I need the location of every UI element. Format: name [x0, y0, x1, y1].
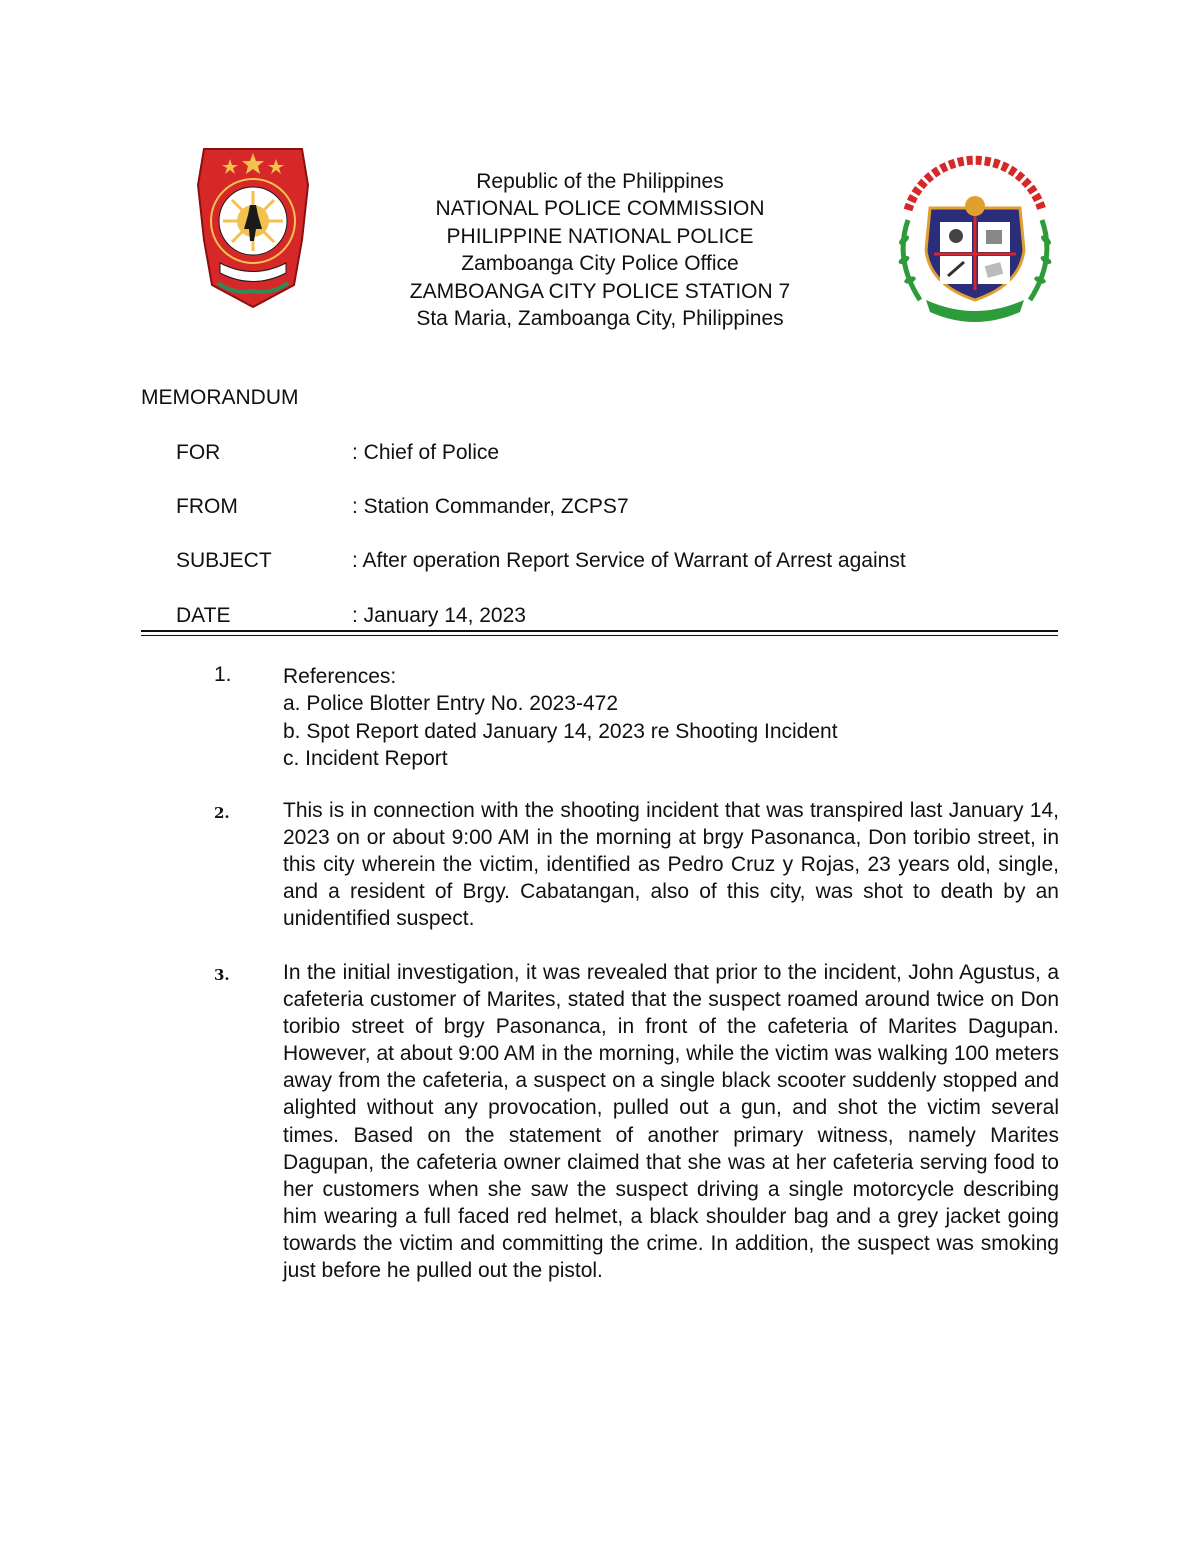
letterhead-line-pnp: PHILIPPINE NATIONAL POLICE: [446, 224, 754, 248]
letterhead-line-napolcom: NATIONAL POLICE COMMISSION: [435, 197, 765, 221]
criminal-justice-seal-icon: [890, 150, 1060, 332]
letterhead-line-city-office: Zamboanga City Police Office: [461, 252, 739, 276]
pnp-seal-icon: [190, 145, 316, 310]
letterhead: [350, 168, 850, 332]
reference-item: b. Spot Report dated January 14, 2023 re Shooting Incident: [283, 719, 838, 743]
references-title: References:: [283, 665, 397, 688]
memo-field-value: : Station Commander, ZCPS7: [352, 495, 629, 518]
references-block: [283, 663, 838, 772]
header-divider-thick: [141, 630, 1058, 632]
memo-field-label: FROM: [176, 495, 238, 518]
letterhead-line-address: Sta Maria, Zamboanga City, Philippines: [416, 307, 784, 331]
header-divider-thin: [141, 635, 1058, 636]
reference-item: a. Police Blotter Entry No. 2023-472: [283, 692, 619, 716]
memo-field-value: : January 14, 2023: [352, 604, 526, 627]
memo-field-label: SUBJECT: [176, 549, 272, 572]
school-logo: [890, 150, 1060, 332]
item-number: 3.: [214, 966, 230, 984]
paragraph-investigation: In the initial investigation, it was revealed that prior to the incident, John Agustus, a cafeteria customer of Marites, stated that the suspect roamed around twice on Don toribio street of brgy Pasonanca, in front of the cafeteria of Marites Dagupan. However, at about 9:00 AM in the morning, while the victim was walking 100 meters away from the cafeteria, a suspect on a single black scooter suddenly stopped and alighted without any provocation, pulled out a gun, and shot the victim several times. Based on the statement of another primary witness, namely Marites Dagupan, the cafeteria owner claimed that she was at her cafeteria serving food to her customers when she saw the suspect driving a single motorcycle describing him wearing a full faced red helmet, a black shoulder bag and a grey jacket going towards the victim and committing the crime. In addition, the suspect was smoking just before he pulled out the pistol.: [283, 961, 1059, 1283]
pnp-logo: [190, 145, 316, 310]
memo-field-value: : Chief of Police: [352, 441, 500, 464]
memo-title: MEMORANDUM: [141, 386, 299, 409]
item-number: 2.: [214, 804, 230, 822]
paragraph-incident: This is in connection with the shooting incident that was transpired last January 14, 2023 on or about 9:00 AM in the morning at brgy Pasonanca, Don toribio street, in this city wherein the victim, identified as Pedro Cruz y Rojas, 23 years old, single, and a resident of Brgy. Cabatangan, also of this city, was shot to death by an unidentified suspect.: [283, 799, 1059, 931]
letterhead-line-station: ZAMBOANGA CITY POLICE STATION 7: [409, 279, 791, 303]
memo-field-label: DATE: [176, 604, 231, 627]
item-number: 1.: [214, 663, 232, 686]
reference-item: c. Incident Report: [283, 746, 448, 770]
memo-field-label: FOR: [176, 441, 221, 464]
memo-field-value: : After operation Report Service of Warrant of Arrest against: [352, 549, 906, 572]
letterhead-line-republic: Republic of the Philippines: [476, 170, 724, 193]
